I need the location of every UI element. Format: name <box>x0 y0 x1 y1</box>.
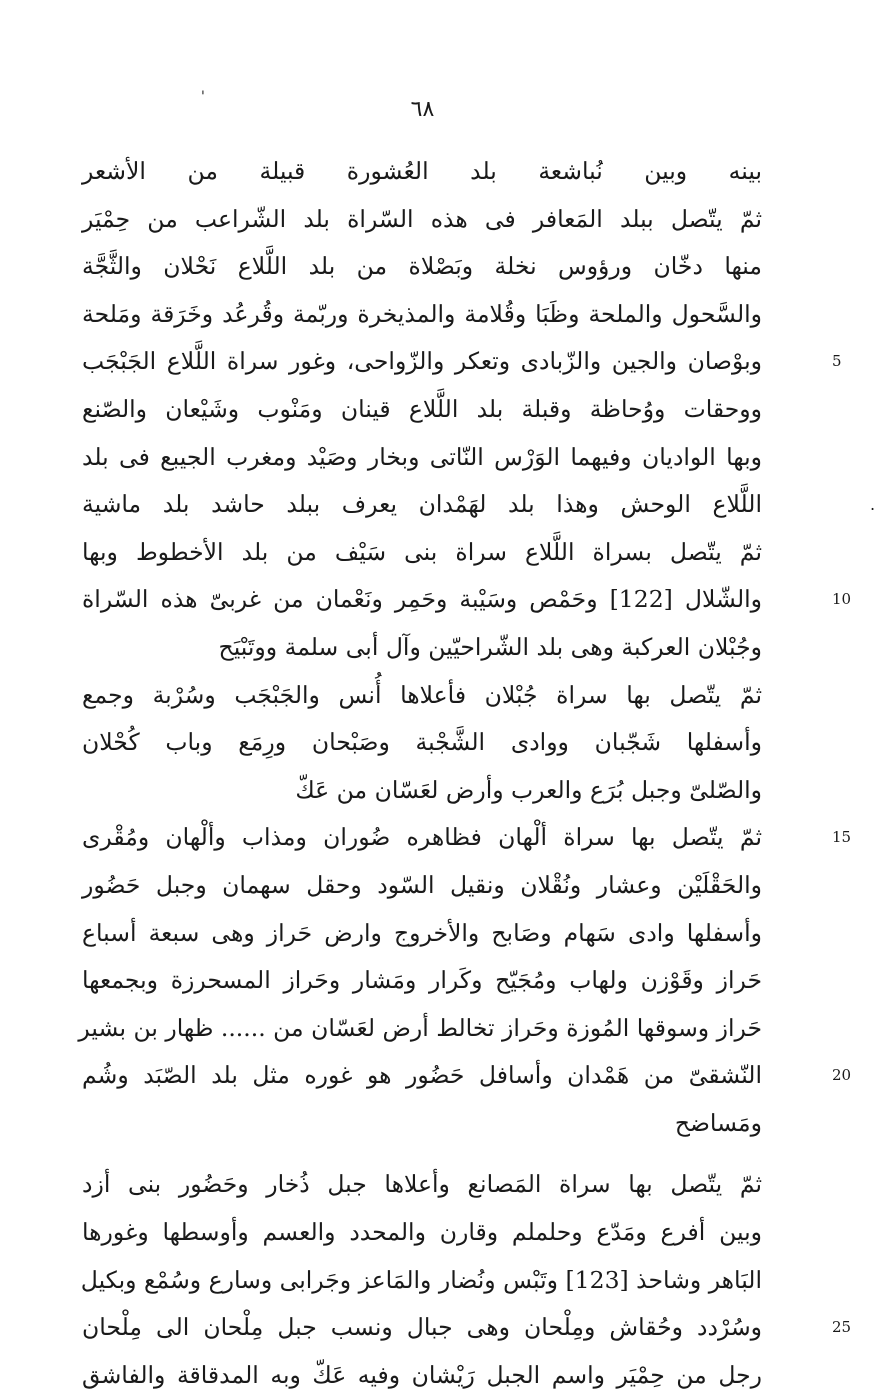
line-text: حَراز وسوقها المُوزة وحَراز تخالط أرض لعَسّان من ...... ظهار بن بشير <box>78 1013 762 1042</box>
page-number: ٦٨ <box>410 97 435 122</box>
line-text: بينه وبين نُباشعة بلد العُشورة قبيلة من الأشعر <box>82 157 762 185</box>
text-line <box>82 148 762 196</box>
text-line <box>82 1209 762 1257</box>
line-text: حَراز وقَوْزن ولهاب ومُجَيّح وكَرار ومَشار وحَراز المسحرزة وبجمعها <box>82 966 762 995</box>
line-text: وبها الواديان وفيهما الوَرْس النّاتى وبخار وصَيْد ومغرب الجيبع فى بلد <box>82 442 762 471</box>
line-text: وجُبْلان العركبة وهى بلد الشّراحيّين وآل أبى سلمة ووتَبْيَح <box>218 632 762 661</box>
line-text: وبين أفرع ومَدّع وحلملم وقارن والمحدد والعسم وأوسطها وغورها <box>82 1218 762 1247</box>
line-text: منها دخّان ورؤوس نخلة وبَصْلاة من بلد اللَّلاع نَحْلان والثَّجَّة <box>82 252 762 281</box>
line-text: النّشقىّ من هَمْدان وأسافل حَضُور هو غوره مثل بلد الصّبَد وشُم <box>82 1061 762 1090</box>
text-line <box>78 1005 762 1053</box>
text-line <box>82 243 762 291</box>
line-text: ثمّ يتّصل بها سراة جُبْلان فأعلاها أُنس والجَبْجَب وسُرْبة وجمع <box>82 680 762 709</box>
line-text: ثمّ يتّصل ببلد المَعافر فى هذه السّراة بلد الشّراعب من حِمْيَر <box>82 204 762 233</box>
text-line <box>82 434 762 482</box>
line-text: وأسفلها وادى سَهام وصَابح والأخروج وارض حَراز وهى سبعة أسباع <box>82 918 762 947</box>
text-line <box>82 910 762 958</box>
text-line <box>82 814 852 862</box>
line-number: 5 <box>832 352 842 371</box>
text-line <box>82 576 852 624</box>
text-line <box>82 481 875 529</box>
line-text: ثمّ يتّصل بها سراة ألْهان فظاهره ضُوران ومذاب وألْهان ومُقْرى <box>82 823 762 852</box>
text-line <box>82 719 762 767</box>
text-line <box>82 624 762 672</box>
text-line <box>82 1052 852 1100</box>
line-number: 25 <box>832 1318 852 1337</box>
text-line <box>82 1257 762 1305</box>
line-text: وبوْصان والجين والزّبادى وتعكر والزّواحى، وغور سراة اللَّلاع الجَبْجَب <box>82 347 762 376</box>
text-line <box>82 1304 852 1352</box>
line-text: والشّلال [122] وحَمْص وسَيْبة وحَمِر ونَعْمان من غربىّ هذه السّراة <box>82 585 762 614</box>
text-line <box>82 862 762 910</box>
page-mark: ' <box>201 89 205 105</box>
text-line <box>82 386 762 434</box>
line-text: وسُرْدد وحُقاش ومِلْحان وهى جبال ونسب جبل مِلْحان الى مِلْحان <box>82 1313 762 1342</box>
line-text: وأسفلها شَجّبان ووادى الشَّجْبة وصَبْحان ورِمَع وباب كُحْلان <box>82 728 762 757</box>
text-line <box>82 1352 762 1399</box>
margin-dot: . <box>870 495 875 515</box>
text-line <box>82 338 842 386</box>
text-body <box>78 148 875 1399</box>
line-text: ثمّ يتّصل بها سراة المَصانع وأعلاها جبل ذُخار وحَضُور بنى أزد <box>82 1170 762 1199</box>
text-line <box>82 529 762 577</box>
line-number: 15 <box>832 828 852 847</box>
text-line <box>82 196 762 244</box>
text-line <box>82 1161 762 1209</box>
text-line <box>82 1100 762 1148</box>
line-text: البَاهر وشاحذ [123] وتَبْس ونُضار والمَاعز وجَرابى وسارع وسُمْع وبكيل <box>80 1265 762 1294</box>
line-text: رجل من حِمْيَر واسم الجبل رَيْشان وفيه عَكّ وبه المدقاقة والفاشق <box>82 1360 762 1389</box>
line-text: اللَّلاع الوحش وهذا بلد لهَمْدان يعرف ببلد حاشد بلد ماشية <box>82 490 762 519</box>
line-number: 10 <box>832 590 852 609</box>
text-line <box>82 957 762 1005</box>
line-text: والحَقْلَيْن وعشار ونُقْلان ونقيل السّود وحقل سهمان وجبل حَضُور <box>82 870 762 899</box>
line-text: والسَّحول والملحة وظَبَا وقُلامة والمذيخرة وربّمة وقُرعُد وخَرَقة ومَلحة <box>82 299 762 328</box>
line-text: والصّلىّ وجبل بُرَع والعرب وأرض لعَسّان من عَكّ <box>295 775 762 804</box>
line-text: ثمّ يتّصل بسراة اللَّلاع سراة بنى سَيْف من بلد الأخطوط وبها <box>82 537 762 566</box>
line-text: ومَساضح <box>674 1108 762 1137</box>
line-text: ووحقات ووُحاظة وقبلة بلد اللَّلاع قينان ومَنْوب وشَيْعان والصّنع <box>82 394 762 423</box>
text-line <box>82 291 762 339</box>
text-line <box>82 767 762 815</box>
text-line <box>82 672 762 720</box>
line-number: 20 <box>832 1066 852 1085</box>
